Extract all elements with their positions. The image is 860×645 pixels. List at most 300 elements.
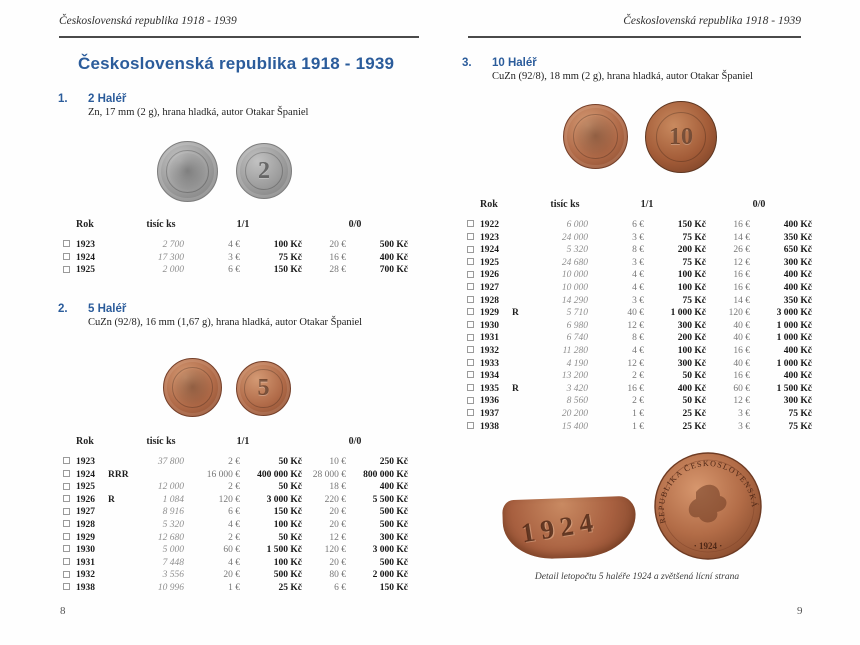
price-eur-0-0-cell: 26 €: [733, 245, 750, 256]
mintage-cell: 12 680: [157, 532, 184, 543]
price-eur-0-0-cell: 16 €: [733, 371, 750, 382]
price-kc-1-1-cell: 25 Kč: [682, 421, 706, 432]
price-table-5-haler: [58, 436, 408, 595]
mintage-cell: 4 190: [566, 358, 588, 369]
row-checkbox-cell: [462, 232, 480, 245]
price-eur-1-1-cell: 16 000 €: [206, 469, 240, 480]
price-kc-0-0-cell: 500 Kč: [379, 507, 408, 518]
checkbox-icon: [63, 571, 70, 578]
row-checkbox-cell: [462, 370, 480, 383]
coin-legend-text: REPUBLIKA ČESKOSLOVENSKÁ: [656, 458, 760, 525]
price-eur-0-0-cell: 120 €: [728, 308, 750, 319]
price-kc-1-1-cell: 100 Kč: [273, 557, 302, 568]
price-kc-0-0-cell: 500 Kč: [379, 240, 408, 250]
price-eur-0-0-cell: 16 €: [733, 270, 750, 281]
row-checkbox-cell: [462, 244, 480, 257]
price-eur-1-1-cell: 60 €: [223, 545, 240, 556]
col-header-grade-1-1: 1/1: [236, 436, 250, 447]
row-checkbox-cell: [462, 332, 480, 345]
section2-name: 5 Haléř: [88, 303, 127, 315]
price-eur-1-1-cell: 6 €: [228, 265, 240, 276]
mintage-cell: 10 996: [157, 582, 184, 593]
rarity-cell: [108, 264, 138, 277]
row-checkbox-cell: [58, 481, 76, 494]
checkbox-icon: [63, 558, 70, 565]
price-kc-0-0-cell: 1 500 Kč: [776, 383, 812, 394]
price-kc-0-0-cell: 1 000 Kč: [776, 358, 812, 369]
price-eur-0-0-cell: 16 €: [733, 282, 750, 293]
table-row: [462, 320, 812, 333]
price-table-2-haler: [58, 219, 408, 277]
col-header-rok: Rok: [480, 199, 498, 210]
checkbox-icon: [467, 296, 474, 303]
price-kc-1-1-cell: 50 Kč: [682, 371, 706, 382]
mintage-cell: 2 700: [162, 240, 184, 250]
year-cell: 1924: [76, 252, 95, 263]
checkbox-icon: [467, 334, 474, 341]
col-header-tisic-ks: tisíc ks: [146, 436, 176, 447]
price-eur-1-1-cell: 3 €: [632, 295, 644, 306]
price-table-10-haler: [462, 199, 812, 433]
row-checkbox-cell: [462, 320, 480, 333]
rarity-cell: [512, 219, 542, 232]
header-rule-left: [59, 36, 419, 38]
col-header-grade-1-1: 1/1: [236, 219, 250, 230]
table-row: [58, 456, 408, 469]
price-eur-1-1-cell: 1 €: [632, 408, 644, 419]
checkbox-icon: [467, 384, 474, 391]
year-cell: 1935: [480, 383, 499, 394]
price-eur-0-0-cell: 80 €: [329, 570, 346, 581]
year-cell: 1933: [480, 358, 499, 369]
table-header-row: [58, 436, 408, 456]
table-row: [462, 307, 812, 320]
table-row: [462, 358, 812, 371]
coin-denomination: 5: [257, 375, 270, 401]
price-eur-0-0-cell: 220 €: [324, 494, 346, 505]
price-eur-1-1-cell: 4 €: [632, 345, 644, 356]
rarity-cell: [512, 320, 542, 333]
checkbox-icon: [467, 359, 474, 366]
header-rule-right: [468, 36, 801, 38]
checkbox-icon: [467, 409, 474, 416]
price-kc-0-0-cell: 3 000 Kč: [776, 308, 812, 319]
mintage-cell: 14 290: [561, 295, 588, 306]
price-kc-0-0-cell: 75 Kč: [788, 408, 812, 419]
price-kc-0-0-cell: 2 000 Kč: [372, 570, 408, 581]
row-checkbox-cell: [462, 358, 480, 371]
mintage-cell: 5 710: [566, 308, 588, 319]
row-checkbox-cell: [462, 269, 480, 282]
rarity-cell: [108, 456, 138, 469]
rarity-cell: [512, 421, 542, 434]
table-row: [58, 532, 408, 545]
price-eur-1-1-cell: 2 €: [228, 532, 240, 543]
price-eur-0-0-cell: 6 €: [334, 582, 346, 593]
coin-10-haler-reverse: [645, 101, 717, 173]
checkbox-icon: [467, 271, 474, 278]
rarity-cell: [512, 345, 542, 358]
rarity-cell: [512, 408, 542, 421]
mintage-cell: 6 000: [566, 220, 588, 230]
mintage-cell: [138, 469, 184, 482]
rarity-cell: RRR: [108, 469, 129, 480]
rarity-cell: [108, 569, 138, 582]
checkbox-icon: [63, 483, 70, 490]
price-kc-1-1-cell: 100 Kč: [273, 519, 302, 530]
coin-date-text: · 1924 ·: [693, 541, 723, 551]
checkbox-icon: [63, 508, 70, 515]
price-eur-0-0-cell: 60 €: [733, 383, 750, 394]
mintage-cell: 12 000: [157, 482, 184, 493]
mintage-cell: 7 448: [162, 557, 184, 568]
col-header-grade-0-0: 0/0: [752, 199, 766, 210]
table-row: [58, 469, 408, 482]
price-eur-0-0-cell: 28 €: [329, 265, 346, 276]
year-cell: 1925: [76, 265, 95, 276]
coin-2-haler-reverse: [236, 143, 292, 199]
price-eur-1-1-cell: 1 €: [228, 582, 240, 593]
checkbox-icon: [63, 583, 70, 590]
year-cell: 1923: [76, 457, 95, 467]
price-eur-1-1-cell: 4 €: [632, 282, 644, 293]
price-kc-1-1-cell: 25 Kč: [278, 582, 302, 593]
section1-description: Zn, 17 mm (2 g), hrana hladká, autor Otakar Španiel: [88, 107, 309, 118]
checkbox-icon: [467, 258, 474, 265]
mintage-cell: 11 280: [562, 345, 588, 356]
row-checkbox-cell: [58, 469, 76, 482]
price-kc-0-0-cell: 250 Kč: [379, 457, 408, 467]
year-cell: 1927: [480, 282, 499, 293]
price-kc-1-1-cell: 75 Kč: [278, 252, 302, 263]
price-kc-1-1-cell: 25 Kč: [682, 408, 706, 419]
mintage-cell: 6 980: [566, 320, 588, 331]
price-kc-0-0-cell: 400 Kč: [783, 270, 812, 281]
price-eur-1-1-cell: 3 €: [228, 252, 240, 263]
price-eur-0-0-cell: 16 €: [733, 220, 750, 230]
date-detail-text: 1924: [519, 506, 601, 549]
spacer-col: [512, 199, 542, 219]
rarity-cell: [512, 332, 542, 345]
year-cell: 1927: [76, 507, 95, 518]
rarity-cell: [108, 239, 138, 252]
checkbox-icon: [63, 240, 70, 247]
price-eur-0-0-cell: 20 €: [329, 519, 346, 530]
col-header-grade-1-1: 1/1: [640, 199, 654, 210]
col-header-grade-0-0: 0/0: [348, 219, 362, 230]
price-eur-1-1-cell: 20 €: [223, 570, 240, 581]
checkbox-col-header: [462, 199, 480, 219]
spacer-col: [108, 219, 138, 239]
price-eur-1-1-cell: 16 €: [627, 383, 644, 394]
checkbox-icon: [467, 233, 474, 240]
price-eur-0-0-cell: 14 €: [733, 232, 750, 243]
row-checkbox-cell: [58, 544, 76, 557]
row-checkbox-cell: [58, 494, 76, 507]
year-cell: 1932: [76, 570, 95, 581]
row-checkbox-cell: [58, 264, 76, 277]
section2-number: 2.: [58, 303, 68, 315]
table-row: [58, 544, 408, 557]
table-row: [462, 345, 812, 358]
price-eur-1-1-cell: 4 €: [228, 557, 240, 568]
mintage-cell: 5 000: [162, 545, 184, 556]
table-row: [58, 264, 408, 277]
price-eur-1-1-cell: 4 €: [228, 240, 240, 250]
year-cell: 1926: [480, 270, 499, 281]
section3-name: 10 Haléř: [492, 57, 537, 69]
price-kc-1-1-cell: 150 Kč: [273, 265, 302, 276]
col-header-tisic-ks: tisíc ks: [550, 199, 580, 210]
rarity-cell: [108, 582, 138, 595]
row-checkbox-cell: [462, 345, 480, 358]
col-header-rok: Rok: [76, 436, 94, 447]
year-cell: 1925: [76, 482, 95, 493]
row-checkbox-cell: [58, 582, 76, 595]
price-eur-0-0-cell: 12 €: [733, 396, 750, 407]
rarity-cell: [108, 544, 138, 557]
price-kc-1-1-cell: 150 Kč: [677, 220, 706, 230]
rarity-cell: [108, 481, 138, 494]
price-kc-0-0-cell: 350 Kč: [783, 232, 812, 243]
price-eur-0-0-cell: 16 €: [733, 345, 750, 356]
year-cell: 1923: [480, 232, 499, 243]
running-header-right: Československá republika 1918 - 1939: [623, 15, 801, 27]
section1-name: 2 Haléř: [88, 93, 127, 105]
year-cell: 1926: [76, 494, 95, 505]
price-eur-1-1-cell: 2 €: [632, 396, 644, 407]
col-header-grade-0-0: 0/0: [348, 436, 362, 447]
price-kc-0-0-cell: 300 Kč: [379, 532, 408, 543]
price-kc-0-0-cell: 400 Kč: [783, 282, 812, 293]
date-detail-image: [502, 496, 637, 561]
price-kc-0-0-cell: 5 500 Kč: [372, 494, 408, 505]
price-eur-1-1-cell: 12 €: [627, 358, 644, 369]
price-kc-1-1-cell: 100 Kč: [677, 345, 706, 356]
price-kc-1-1-cell: 100 Kč: [677, 282, 706, 293]
mintage-cell: 10 000: [561, 270, 588, 281]
row-checkbox-cell: [462, 295, 480, 308]
table-row: [462, 295, 812, 308]
table-row: [462, 269, 812, 282]
price-kc-0-0-cell: 1 000 Kč: [776, 320, 812, 331]
mintage-cell: 10 000: [561, 282, 588, 293]
year-cell: 1930: [480, 320, 499, 331]
row-checkbox-cell: [58, 506, 76, 519]
price-kc-0-0-cell: 300 Kč: [783, 396, 812, 407]
mintage-cell: 37 800: [157, 457, 184, 467]
checkbox-icon: [467, 283, 474, 290]
price-eur-1-1-cell: 4 €: [632, 270, 644, 281]
price-kc-1-1-cell: 1 000 Kč: [670, 308, 706, 319]
price-kc-1-1-cell: 75 Kč: [682, 257, 706, 268]
table-row: [462, 282, 812, 295]
row-checkbox-cell: [462, 408, 480, 421]
price-kc-1-1-cell: 50 Kč: [682, 396, 706, 407]
price-kc-0-0-cell: 1 000 Kč: [776, 333, 812, 344]
row-checkbox-cell: [462, 383, 480, 396]
rarity-cell: [108, 506, 138, 519]
year-cell: 1937: [480, 408, 499, 419]
rarity-cell: [512, 358, 542, 371]
price-eur-1-1-cell: 2 €: [632, 371, 644, 382]
checkbox-icon: [63, 520, 70, 527]
price-kc-0-0-cell: 500 Kč: [379, 557, 408, 568]
price-eur-1-1-cell: 40 €: [627, 308, 644, 319]
rarity-cell: [512, 257, 542, 270]
price-eur-0-0-cell: 40 €: [733, 358, 750, 369]
price-kc-0-0-cell: 800 000 Kč: [363, 469, 408, 480]
price-kc-0-0-cell: 700 Kč: [379, 265, 408, 276]
row-checkbox-cell: [58, 456, 76, 469]
price-eur-1-1-cell: 3 €: [632, 232, 644, 243]
price-kc-1-1-cell: 200 Kč: [677, 333, 706, 344]
mintage-cell: 8 916: [162, 507, 184, 518]
row-checkbox-cell: [58, 519, 76, 532]
year-cell: 1922: [480, 220, 499, 230]
price-eur-0-0-cell: 3 €: [738, 408, 750, 419]
checkbox-col-header: [58, 219, 76, 239]
checkbox-icon: [467, 346, 474, 353]
rarity-cell: [108, 519, 138, 532]
row-checkbox-cell: [58, 252, 76, 265]
coin-2-haler-obverse: [157, 141, 218, 202]
row-checkbox-cell: [462, 257, 480, 270]
row-checkbox-cell: [462, 421, 480, 434]
mintage-cell: 3 420: [566, 383, 588, 394]
table-row: [462, 383, 812, 396]
price-eur-1-1-cell: 2 €: [228, 457, 240, 467]
price-eur-1-1-cell: 120 €: [218, 494, 240, 505]
checkbox-icon: [467, 397, 474, 404]
table-row: [462, 244, 812, 257]
price-kc-0-0-cell: 400 Kč: [783, 345, 812, 356]
mintage-cell: 3 556: [162, 570, 184, 581]
section1-number: 1.: [58, 93, 68, 105]
price-kc-1-1-cell: 300 Kč: [677, 320, 706, 331]
price-kc-1-1-cell: 50 Kč: [278, 532, 302, 543]
year-cell: 1925: [480, 257, 499, 268]
price-kc-1-1-cell: 200 Kč: [677, 245, 706, 256]
table-header-row: [58, 219, 408, 239]
price-kc-1-1-cell: 50 Kč: [278, 457, 302, 467]
price-kc-0-0-cell: 400 Kč: [379, 482, 408, 493]
price-eur-0-0-cell: 3 €: [738, 421, 750, 432]
checkbox-icon: [63, 457, 70, 464]
year-cell: 1938: [480, 421, 499, 432]
price-eur-0-0-cell: 40 €: [733, 320, 750, 331]
row-checkbox-cell: [462, 307, 480, 320]
price-eur-1-1-cell: 3 €: [632, 257, 644, 268]
table-row: [462, 219, 812, 232]
detail-caption: Detail letopočtu 5 haléře 1924 a zvětšená lícní strana: [534, 572, 740, 582]
page-title: Československá republika 1918 - 1939: [78, 54, 395, 73]
year-cell: 1936: [480, 396, 499, 407]
page-number-right: 9: [797, 605, 803, 617]
checkbox-icon: [467, 321, 474, 328]
price-eur-0-0-cell: 40 €: [733, 333, 750, 344]
rarity-cell: R: [512, 383, 519, 394]
checkbox-icon: [63, 533, 70, 540]
price-kc-1-1-cell: 400 000 Kč: [257, 469, 302, 480]
year-cell: 1928: [480, 295, 499, 306]
price-kc-0-0-cell: 3 000 Kč: [372, 545, 408, 556]
table-row: [58, 481, 408, 494]
year-cell: 1934: [480, 371, 499, 382]
price-kc-0-0-cell: 150 Kč: [379, 582, 408, 593]
mintage-cell: 17 300: [157, 252, 184, 263]
table-row: [58, 252, 408, 265]
rarity-cell: R: [108, 494, 115, 505]
year-cell: 1929: [76, 532, 95, 543]
price-kc-0-0-cell: 350 Kč: [783, 295, 812, 306]
rarity-cell: [512, 370, 542, 383]
rarity-cell: R: [512, 308, 519, 319]
table-row: [462, 395, 812, 408]
year-cell: 1924: [76, 469, 95, 480]
section2-description: CuZn (92/8), 16 mm (1,67 g), hrana hladká, autor Otakar Španiel: [88, 317, 363, 328]
price-eur-1-1-cell: 6 €: [632, 220, 644, 230]
checkbox-icon: [63, 470, 70, 477]
rarity-cell: [108, 532, 138, 545]
row-checkbox-cell: [58, 239, 76, 252]
price-eur-0-0-cell: 14 €: [733, 295, 750, 306]
mintage-cell: 1 084: [162, 494, 184, 505]
rarity-cell: [108, 252, 138, 265]
year-cell: 1931: [76, 557, 95, 568]
table-row: [462, 257, 812, 270]
year-cell: 1932: [480, 345, 499, 356]
table-row: [58, 494, 408, 507]
price-eur-1-1-cell: 2 €: [228, 482, 240, 493]
table-row: [58, 506, 408, 519]
spacer-col: [108, 436, 138, 456]
table-row: [462, 332, 812, 345]
table-row: [462, 370, 812, 383]
price-eur-0-0-cell: 10 €: [329, 457, 346, 467]
rarity-cell: [108, 557, 138, 570]
rarity-cell: [512, 232, 542, 245]
price-kc-1-1-cell: 50 Kč: [278, 482, 302, 493]
table-row: [462, 408, 812, 421]
price-eur-0-0-cell: 18 €: [329, 482, 346, 493]
year-cell: 1929: [480, 308, 499, 319]
enlarged-coin-image: [654, 452, 762, 560]
mintage-cell: 6 740: [566, 333, 588, 344]
price-eur-1-1-cell: 8 €: [632, 333, 644, 344]
price-kc-1-1-cell: 300 Kč: [677, 358, 706, 369]
price-kc-0-0-cell: 75 Kč: [788, 421, 812, 432]
price-eur-1-1-cell: 8 €: [632, 245, 644, 256]
price-kc-1-1-cell: 100 Kč: [677, 270, 706, 281]
mintage-cell: 24 680: [561, 257, 588, 268]
mintage-cell: 8 560: [566, 396, 588, 407]
price-eur-1-1-cell: 1 €: [632, 421, 644, 432]
checkbox-icon: [467, 308, 474, 315]
checkbox-icon: [467, 422, 474, 429]
mintage-cell: 15 400: [561, 421, 588, 432]
row-checkbox-cell: [462, 395, 480, 408]
rarity-cell: [512, 269, 542, 282]
checkbox-icon: [467, 246, 474, 253]
year-cell: 1924: [480, 245, 499, 256]
year-cell: 1928: [76, 519, 95, 530]
section3-number: 3.: [462, 57, 472, 69]
table-row: [58, 519, 408, 532]
price-kc-1-1-cell: 1 500 Kč: [266, 545, 302, 556]
table-row: [58, 557, 408, 570]
mintage-cell: 13 200: [561, 371, 588, 382]
